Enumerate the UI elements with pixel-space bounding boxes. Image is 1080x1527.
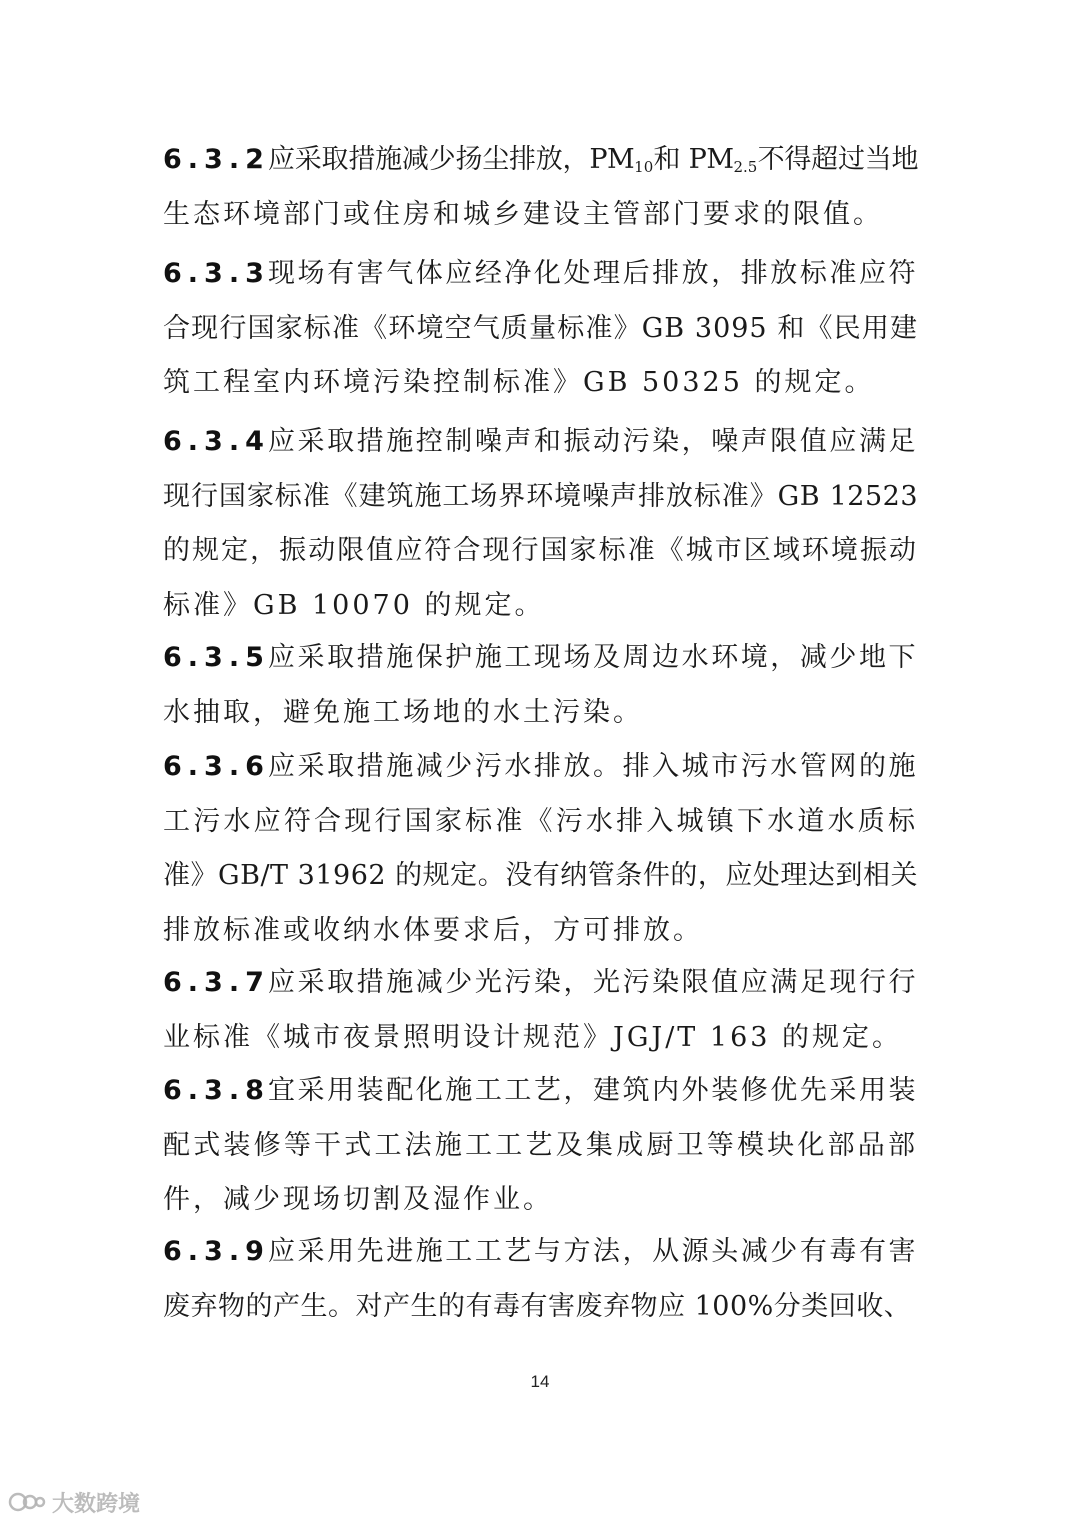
subscript: 2.5 (733, 158, 758, 176)
clause-text-line: 现行国家标准《建筑施工场界环境噪声排放标准》GB 12523 (163, 480, 918, 512)
clause-text-line (268, 133, 918, 187)
clause-text-line: 生态环境部门或住房和城乡建设主管部门要求的限值。 (163, 198, 883, 230)
clause-text-line: 件，减少现场切割及湿作业。 (163, 1184, 553, 1215)
clause-text-line: 水抽取，避免施工场地的水土污染。 (163, 696, 643, 728)
clause-text-line: 业标准《城市夜景照明设计规范》JGJ/T 163 的规定。 (163, 1021, 903, 1053)
watermark (8, 1486, 140, 1518)
clause-number: 6.3.2 (163, 144, 270, 175)
clause-number: 6.3.7 (163, 967, 270, 998)
clause-number: 6.3.9 (163, 1236, 270, 1267)
clause-number: 6.3.4 (163, 426, 270, 457)
clause-text-line: 应采取措施控制噪声和振动污染，噪声限值应满足 (268, 426, 918, 457)
text-run: 不得超过当地 (757, 144, 919, 175)
clause-text-line: 废弃物的产生。对产生的有毒有害废弃物应 100%分类回收、 (163, 1290, 912, 1322)
clause-text-line: 应采用先进施工工艺与方法，从源头减少有毒有害 (268, 1236, 918, 1267)
clause-text-line: 准》GB/T 31962 的规定。没有纳管条件的，应处理达到相关 (163, 860, 918, 891)
clause-number: 6.3.3 (163, 258, 270, 289)
clause-text-line: 现场有害气体应经净化处理后排放，排放标准应符 (268, 258, 918, 289)
logo-icon (8, 1490, 46, 1514)
clause-text-line: 配式装修等干式工法施工工艺及集成厨卫等模块化部品部 (163, 1129, 918, 1161)
watermark-text: 大数跨境 (52, 1491, 141, 1517)
page-number: 14 (530, 1372, 550, 1391)
clause-text-line: 宜采用装配化施工工艺，建筑内外装修优先采用装 (268, 1075, 918, 1106)
clause-number: 6.3.5 (163, 642, 270, 673)
clause-number: 6.3.6 (163, 751, 270, 782)
clause-text-line: 筑工程室内环境污染控制标准》GB 50325 的规定。 (163, 367, 875, 398)
text-run: 和 PM (653, 144, 734, 175)
subscript: 10 (634, 158, 654, 176)
clause-text-line: 应采取措施减少光污染，光污染限值应满足现行行 (268, 967, 918, 998)
clause-text-line: 的规定，振动限值应符合现行国家标准《城市区域环境振动 (163, 535, 918, 566)
clause-number: 6.3.8 (163, 1075, 270, 1106)
clause-text-line: 应采取措施保护施工现场及周边水环境，减少地下 (268, 642, 918, 673)
text-run: 应采取措施减少扬尘排放，PM (268, 144, 635, 175)
clause-text-line: 排放标准或收纳水体要求后，方可排放。 (163, 914, 703, 946)
clause-text-line: 标准》GB 10070 的规定。 (163, 589, 545, 621)
clause-text-line: 应采取措施减少污水排放。排入城市污水管网的施 (268, 751, 918, 782)
clause-text-line: 工污水应符合现行国家标准《污水排入城镇下水道水质标 (163, 805, 918, 837)
clause-text-line: 合现行国家标准《环境空气质量标准》GB 3095 和《民用建 (163, 312, 918, 344)
